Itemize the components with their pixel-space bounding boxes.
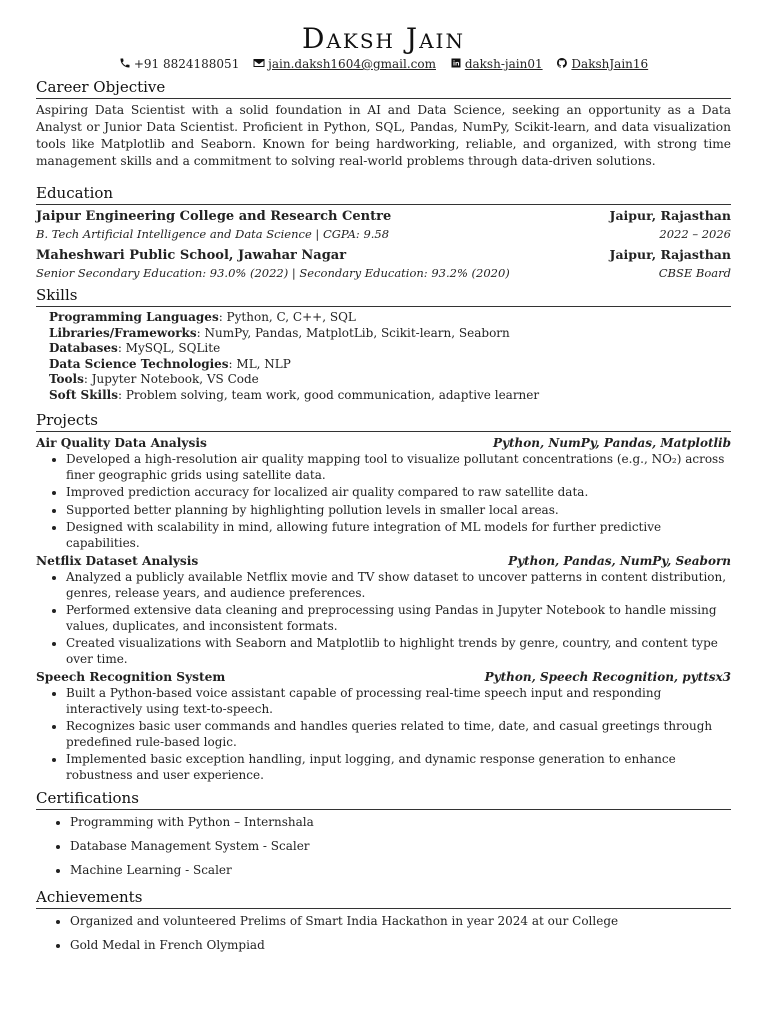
email-contact[interactable] [253, 56, 436, 72]
phone-text: +91 8824188051 [133, 57, 240, 71]
section-heading: Certifications [36, 789, 731, 810]
project-bullet: • Built a Python-based voice assistant capable of processing real-time speech input and responding interactively using text-to-speech. [66, 686, 731, 717]
section-heading: Career Objective [36, 78, 731, 99]
school-name: Maheshwari Public School, Jawahar Nagar [36, 248, 347, 263]
project-bullet: • Created visualizations with Seaborn and Matplotlib to highlight trends by genre, country, and content type over time. [66, 636, 731, 667]
project-bullet: • Designed with scalability in mind, allowing future integration of ML models for further predictive capabilities. [66, 520, 731, 551]
career-objective-text: Aspiring Data Scientist with a solid foundation in AI and Data Science, seeking an opportunity as a Data Analyst or Junior Data Scientist. Proficient in Python, SQL, Pandas, NumPy, Scikit-learn, and data visualization tools like Matplotlib and Seaborn. Known for being hardworking, reliable, and organized, with strong time management skills and a commitment to solving real-world problems through data-driven solutions. [36, 103, 731, 168]
education-row [36, 247, 731, 265]
project-title: Speech Recognition System [36, 670, 226, 684]
education-entry [36, 247, 731, 281]
project-bullet: • Developed a high-resolution air quality mapping tool to visualize pollutant concentrations (e.g., NO₂) across finer geographic grids using satellite data. [66, 452, 731, 483]
project-bullet: • Supported better planning by highlighting pollution levels in smaller local areas. [66, 503, 731, 519]
career-objective-section [36, 78, 731, 170]
skill-label: Libraries/Frameworks [49, 325, 197, 340]
skill-label: Data Science Technologies [49, 356, 229, 371]
project-bullet: • Recognizes basic user commands and handles queries related to time, date, and casual greetings through predefined rule-based logic. [66, 719, 731, 750]
project-bullet: • Improved prediction accuracy for localized air quality compared to raw satellite data. [66, 485, 731, 501]
education-detail: B. Tech Artificial Intelligence and Data Science | CGPA: 9.58 [36, 227, 390, 241]
skill-line [49, 357, 731, 373]
linkedin-link[interactable]: daksh-jain01 [464, 57, 543, 71]
project-bullets [36, 570, 731, 667]
school-location: Jaipur, Rajasthan [609, 247, 731, 262]
certification-item: • Machine Learning - Scaler [70, 862, 731, 878]
github-icon [556, 57, 568, 69]
candidate-name: Daksh Jain [302, 22, 465, 55]
skill-value: : Jupyter Notebook, VS Code [83, 372, 259, 386]
certifications-list [36, 814, 731, 878]
linkedin-contact[interactable] [450, 56, 543, 72]
skill-value: : MySQL, SQLite [117, 341, 221, 355]
education-row [36, 265, 731, 281]
skill-line [49, 341, 731, 357]
education-row [36, 226, 731, 242]
project-tech-stack: Python, Speech Recognition, pyttsx3 [484, 670, 731, 684]
section-heading: Education [36, 184, 731, 205]
education-detail: Senior Secondary Education: 93.0% (2022) | Secondary Education: 93.2% (2020) [36, 266, 510, 280]
achievement-item: • Organized and volunteered Prelims of Smart India Hackathon in year 2024 at our College [70, 913, 731, 929]
project-bullet: • Implemented basic exception handling, input logging, and dynamic response generation to enhance robustness and user experience. [66, 752, 731, 783]
certification-item: • Database Management System - Scaler [70, 838, 731, 854]
certifications-section [36, 789, 731, 878]
skill-label: Soft Skills [49, 387, 118, 402]
section-heading: Skills [36, 286, 731, 307]
education-section [36, 184, 731, 281]
skill-label: Databases [49, 341, 118, 355]
skill-line [49, 388, 731, 404]
skill-line [49, 326, 731, 342]
project-title: Air Quality Data Analysis [36, 436, 207, 450]
project-tech-stack: Python, NumPy, Pandas, Matplotlib [492, 436, 731, 450]
project-header [36, 669, 731, 686]
phone-icon [119, 57, 131, 69]
achievement-item: • Gold Medal in French Olympiad [70, 937, 731, 953]
skill-value: : NumPy, Pandas, MatplotLib, Scikit-learn, Seaborn [196, 325, 510, 340]
project-header [36, 553, 731, 570]
skills-section [36, 286, 731, 403]
project-tech-stack: Python, Pandas, NumPy, Seaborn [508, 554, 731, 568]
phone-contact [119, 56, 240, 72]
linkedin-icon [450, 57, 462, 69]
section-heading: Projects [36, 411, 731, 432]
education-row [36, 208, 731, 226]
skills-list [36, 310, 731, 403]
skill-label: Tools [49, 372, 84, 386]
skill-label: Programming Languages [49, 310, 219, 324]
achievements-list [36, 913, 731, 953]
github-link[interactable]: DakshJain16 [571, 57, 649, 71]
project-header [36, 435, 731, 452]
envelope-icon [253, 57, 265, 69]
resume-page [36, 22, 731, 961]
school-location: Jaipur, Rajasthan [609, 208, 731, 223]
skill-line [49, 372, 731, 388]
education-date: 2022 – 2026 [659, 227, 731, 241]
section-heading: Achievements [36, 888, 731, 909]
email-link[interactable]: jain.daksh1604@gmail.com [268, 57, 436, 71]
project-bullet: • Performed extensive data cleaning and preprocessing using Pandas in Jupyter Notebook to handle missing values, duplicates, and inconsistent formats. [66, 603, 731, 634]
project-bullets [36, 452, 731, 551]
achievements-section [36, 888, 731, 953]
contact-bar [36, 56, 731, 72]
github-contact[interactable] [556, 56, 648, 72]
skill-line [49, 310, 731, 326]
project-title: Netflix Dataset Analysis [36, 554, 199, 568]
skill-value: : Python, C, C++, SQL [218, 310, 356, 324]
projects-section [36, 411, 731, 783]
education-date: CBSE Board [658, 266, 731, 280]
project-bullets [36, 686, 731, 783]
skill-value: : Problem solving, team work, good communication, adaptive learner [117, 387, 540, 402]
education-entry [36, 208, 731, 242]
skill-value: : ML, NLP [228, 356, 291, 371]
school-name: Jaipur Engineering College and Research Centre [36, 209, 392, 224]
project-bullet: • Analyzed a publicly available Netflix movie and TV show dataset to uncover patterns in content distribution, genres, release years, and audience preferences. [66, 570, 731, 601]
certification-item: • Programming with Python – Internshala [70, 814, 731, 830]
